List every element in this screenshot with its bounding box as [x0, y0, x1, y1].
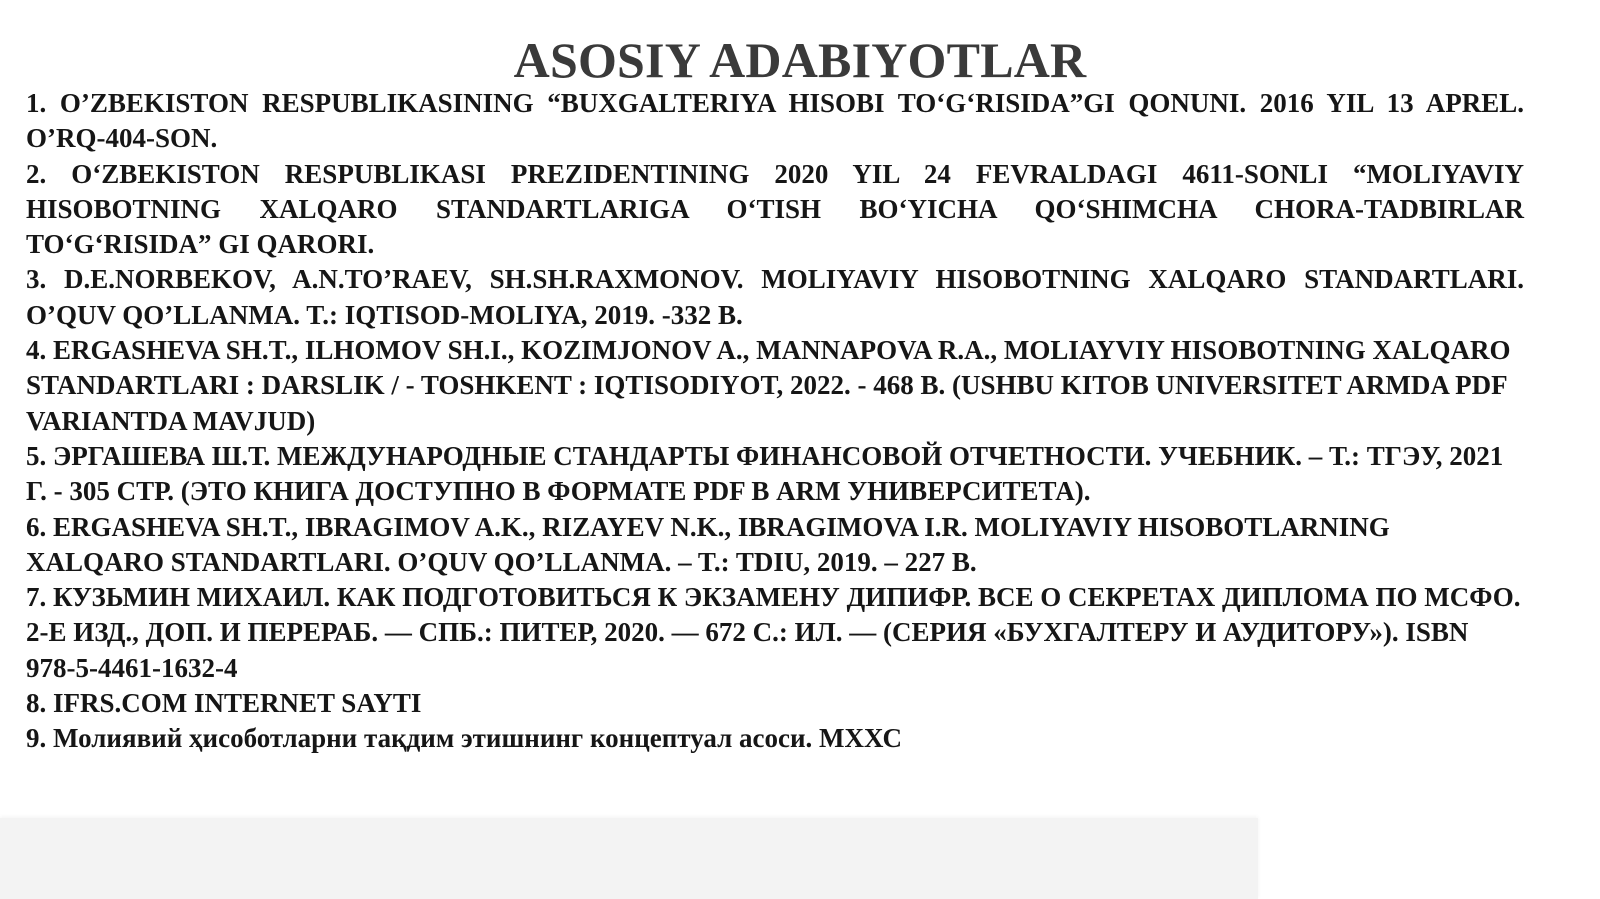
footer-bar	[0, 818, 1258, 899]
reference-item: 3. D.E.NORBEKOV, A.N.TO’RAEV, SH.SH.RAXMONOV. MOLIYAVIY HISOBOTNING XALQARO STANDARTLARI. O’QUV QO’LLANMA. T.: IQTISOD-MOLIYA, 2019. -332 B.	[26, 264, 1524, 330]
reference-item: 5. ЭРГАШЕВА Ш.Т. МЕЖДУНАРОДНЫЕ СТАНДАРТЫ ФИНАНСОВОЙ ОТЧЕТНОСТИ. УЧЕБНИК. – Т.: ТГЭУ, 2021 Г. - 305 СТР. (ЭТО КНИГА ДОСТУПНО В ФОРМАТЕ PDF В ARM УНИВЕРСИТЕТА).	[26, 440, 1504, 507]
reference-list	[26, 86, 1524, 757]
reference-item: 8. IFRS.COM INTERNET SAYTI	[26, 688, 422, 719]
reference-item: 7. КУЗЬМИН МИХАИЛ. КАК ПОДГОТОВИТЬСЯ К ЭКЗАМЕНУ ДИПИФР. ВСЕ О СЕКРЕТАХ ДИПЛОМА ПО МСФО. 2-Е ИЗД., ДОП. И ПЕРЕРАБ. — СПБ.: ПИТЕР, 2020. — 672 С.: ИЛ. — (СЕРИЯ «БУХГАЛТЕРУ И АУДИТОРУ»). ISBN 978-5-4461-1632-4	[26, 582, 1521, 683]
reference-item: 9. Молиявий ҳисоботларни тақдим этишнинг концептуал асоси. МХХС	[26, 723, 902, 754]
slide-title: ASOSIY ADABIYOTLAR	[513, 32, 1087, 88]
reference-item: 4. ERGASHEVA SH.T., ILHOMOV SH.I., KOZIMJONOV A., MANNAPOVA R.A., MOLIAYVIY HISOBOTNING XALQARO STANDARTLARI : DARSLIK / - TOSHKENT : IQTISODIYOT, 2022. - 468 B. (USHBU KITOB UNIVERSITET ARMDA PDF VARIANTDA MAVJUD)	[26, 335, 1511, 436]
reference-item: 2. O‘ZBEKISTON RESPUBLIKASI PREZIDENTINING 2020 YIL 24 FEVRALDAGI 4611-SONLI “MOLIYAVIY HISOBOTNING XALQARO STANDARTLARIGA O‘TISH BO‘YICHA QO‘SHIMCHA CHORA-TADBIRLAR TO‘G‘RISIDA” GI QARORI.	[26, 158, 1524, 260]
reference-item: 1. O’ZBEKISTON RESPUBLIKASINING “BUXGALTERIYA HISOBI TO‘G‘RISIDA”GI QONUNI. 2016 YIL 13 APREL. O’RQ-404-SON.	[26, 88, 1524, 154]
reference-item: 6. ERGASHEVA SH.T., IBRAGIMOV A.K., RIZAYEV N.K., IBRAGIMOVA I.R. MOLIYAVIY HISOBOTLARNING XALQARO STANDARTLARI. O’QUV QO’LLANMA. – T.: TDIU, 2019. – 227 B.	[26, 511, 1390, 577]
